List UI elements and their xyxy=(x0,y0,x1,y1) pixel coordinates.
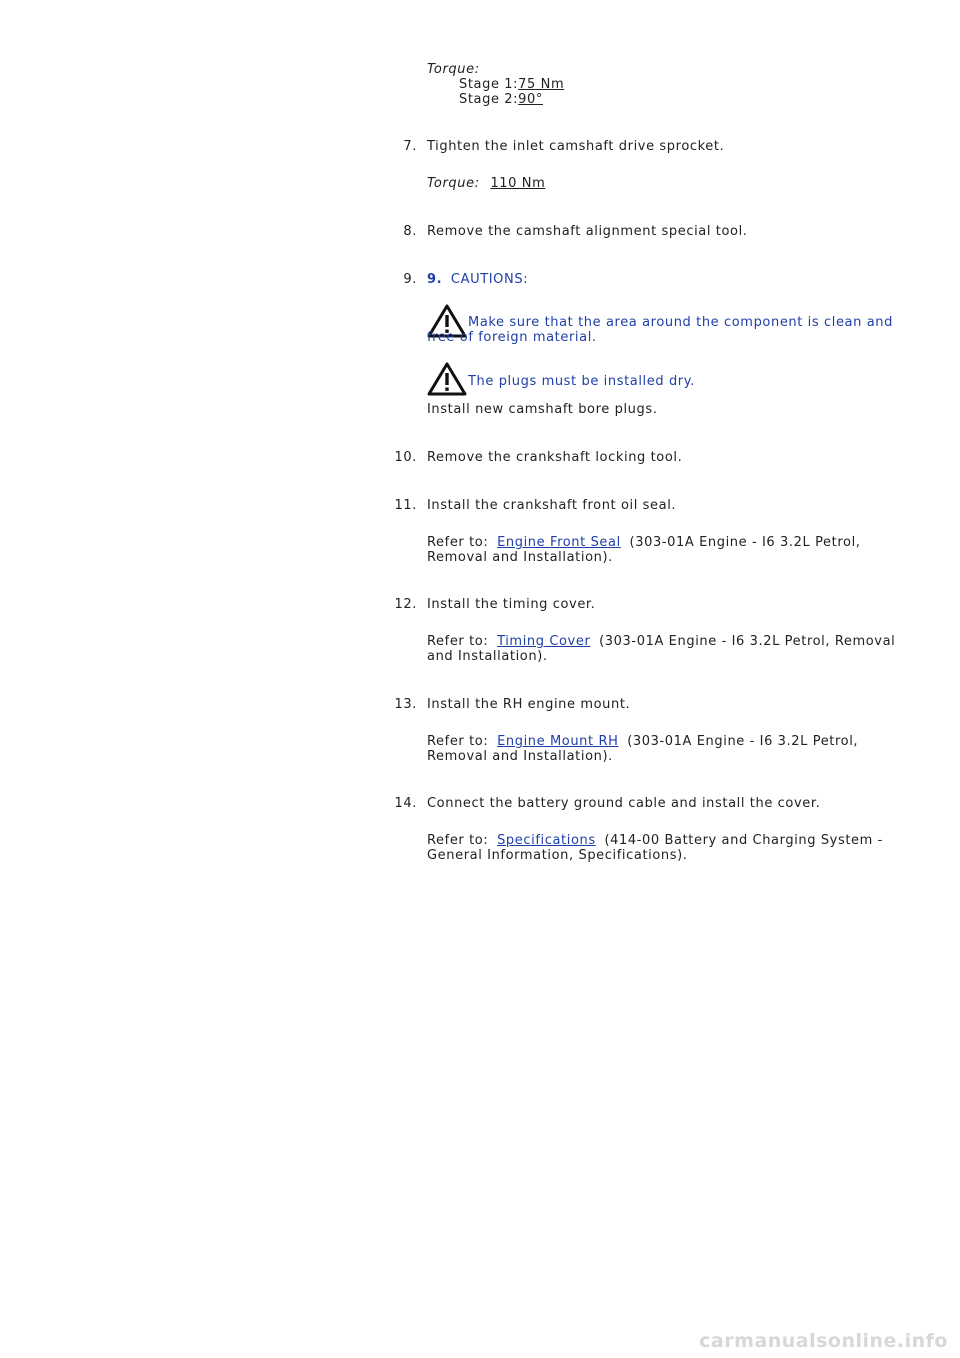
cautions-heading-number: 9. xyxy=(427,272,443,287)
refer-details: (303-01A Engine - I6 3.2L Petrol, xyxy=(629,535,861,550)
torque-stage-2 xyxy=(459,92,543,107)
step-torque xyxy=(427,176,545,191)
torque-stage-1 xyxy=(459,77,564,92)
refer-label: Refer to: xyxy=(427,833,489,848)
step-text: Remove the camshaft alignment special tool. xyxy=(427,224,748,239)
torque-value[interactable]: 110 Nm xyxy=(490,176,546,191)
refer-label: Refer to: xyxy=(427,535,489,550)
step-number: 11. xyxy=(394,498,417,513)
caution-text-continued: free of foreign material. xyxy=(427,330,597,345)
step-text: Tighten the inlet camshaft drive sprocket. xyxy=(427,139,725,154)
step-number: 8. xyxy=(403,224,417,239)
step-text: Connect the battery ground cable and install the cover. xyxy=(427,796,821,811)
torque-label: Torque: xyxy=(427,62,480,77)
torque-label: Torque: xyxy=(427,176,480,191)
refer-details-continued: Removal and Installation). xyxy=(427,550,613,565)
stage-2-value[interactable]: 90° xyxy=(518,92,543,107)
step-text: Install the RH engine mount. xyxy=(427,697,631,712)
refer-details: (303-01A Engine - I6 3.2L Petrol, Removal xyxy=(599,634,896,649)
step-number: 9. xyxy=(403,272,417,287)
refer-line xyxy=(427,833,883,848)
specifications-link[interactable]: Specifications xyxy=(497,833,596,848)
step-text: Remove the crankshaft locking tool. xyxy=(427,450,683,465)
refer-label: Refer to: xyxy=(427,634,489,649)
step-number: 12. xyxy=(394,597,417,612)
stage-1-value[interactable]: 75 Nm xyxy=(518,77,565,92)
step-text: Install new camshaft bore plugs. xyxy=(427,402,658,417)
stage-2-label: Stage 2: xyxy=(459,92,519,107)
refer-details-continued: Removal and Installation). xyxy=(427,749,613,764)
refer-line xyxy=(427,535,861,550)
refer-details: (303-01A Engine - I6 3.2L Petrol, xyxy=(627,734,859,749)
refer-line xyxy=(427,734,858,749)
caution-text: Make sure that the area around the component is clean and xyxy=(468,315,893,330)
step-number: 7. xyxy=(403,139,417,154)
step-text: Install the timing cover. xyxy=(427,597,596,612)
step-number: 10. xyxy=(394,450,417,465)
refer-line xyxy=(427,634,895,649)
timing-cover-link[interactable]: Timing Cover xyxy=(497,634,591,649)
warning-icon xyxy=(427,362,467,396)
step-number: 14. xyxy=(394,796,417,811)
refer-label: Refer to: xyxy=(427,734,489,749)
cautions-heading-text: CAUTIONS: xyxy=(450,272,529,287)
caution-text: The plugs must be installed dry. xyxy=(468,374,695,389)
step-number: 13. xyxy=(394,697,417,712)
refer-details-continued: General Information, Specifications). xyxy=(427,848,688,863)
refer-details: (414-00 Battery and Charging System - xyxy=(604,833,883,848)
stage-1-label: Stage 1: xyxy=(459,77,519,92)
engine-front-seal-link[interactable]: Engine Front Seal xyxy=(497,535,621,550)
refer-details-continued: and Installation). xyxy=(427,649,548,664)
step-text: Install the crankshaft front oil seal. xyxy=(427,498,677,513)
engine-mount-rh-link[interactable]: Engine Mount RH xyxy=(497,734,619,749)
cautions-heading xyxy=(427,272,528,287)
watermark: carmanualsonline.info xyxy=(699,1330,948,1352)
